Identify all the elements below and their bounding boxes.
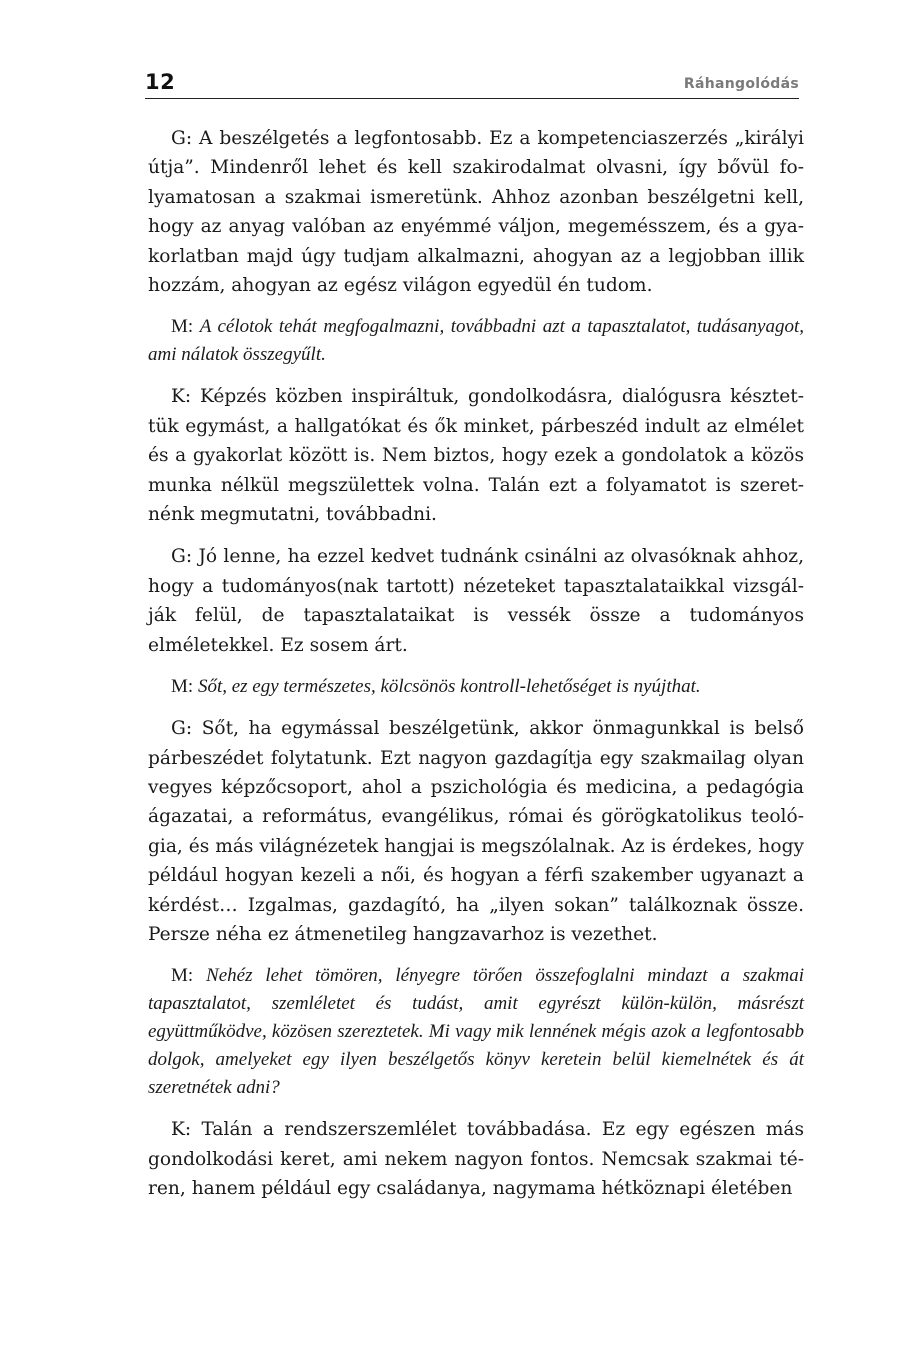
running-title: Ráhangolódás	[683, 76, 799, 92]
question-m-1	[148, 313, 804, 369]
paragraph-text: Sőt, ha egymással beszélgetünk, akkor önmagunkkal is belső párbeszédet folytatunk. Ezt nagyon gazdagítja egy szakmailag olyan vegyes képzőcsoport, ahol a pszichológia és medicina, a pedagógia ágazatai, a református, evangélikus, római és görögkatolikus teológia, és más világnézetek hangjai is megszólalnak. Az is érdekes, hogy például hogyan kezeli a női, és hogyan a férfi szakember ugyanazt a kérdést… Izgalmas, gazdagító, ha „ilyen sokan” találkoznak össze. Persze néha ez átmenetileg hangzavarhoz is vezethet.	[148, 718, 804, 945]
paragraph-text: Képzés közben inspiráltuk, gondolkodásra, dialógusra késztettük egymást, a hallgatókat és ők minket, párbeszéd indult az elmélet és a gyakorlat között is. Nem biztos, hogy ezek a gondolatok a közös munka nélkül megszülettek volna. Talán ezt a folyamatot is szeretnénk megmutatni, továbbadni.	[148, 386, 804, 526]
speaker-label: K:	[171, 386, 192, 408]
paragraph-text: Talán a rendszerszemlélet továbbadása. Ez egy egészen más gondolkodási keret, ami nekem nagyon fontos. Nemcsak szakmai téren, hanem például egy családanya, nagymama hétköznapi életében	[148, 1119, 804, 1200]
question-m-3	[148, 962, 804, 1102]
speaker-label: M:	[171, 316, 194, 338]
page-number: 12	[145, 70, 176, 94]
speaker-label: M:	[171, 676, 194, 698]
speaker-label: G:	[171, 128, 193, 149]
question-text: Nehéz lehet tömören, lényegre törően összefoglalni mindazt a szakmai tapasztalatot, szemléletet és tudást, amit egyrészt külön-külön, másrészt együttműködve, közösen szereztetek. Mi vagy mik lennének mégis azok a legfontosabb dolgok, amelyeket egy ilyen beszélgetős könyv keretein belül kiemelnétek és át szeretnétek adni?	[148, 965, 804, 1099]
question-text: A célotok tehát megfogalmazni, továbbadni azt a tapasztalatot, tudásanyagot, ami nálatok összegyűlt.	[148, 316, 804, 366]
speaker-label: K:	[171, 1119, 192, 1141]
paragraph-k-1	[148, 382, 804, 529]
paragraph-g-1	[148, 124, 804, 300]
question-text: Sőt, ez egy természetes, kölcsönös kontroll-lehetőséget is nyújthat.	[197, 676, 701, 698]
header-rule	[145, 98, 799, 99]
paragraph-k-2	[148, 1115, 804, 1203]
speaker-label: M:	[171, 965, 194, 987]
paragraph-text: Jó lenne, ha ezzel kedvet tudnánk csinálni az olvasóknak ahhoz, hogy a tudományos(nak tartott) nézeteket tapasztalataikkal vizsgálják felül, de tapasztalataikat is vessék össze a tudományos elméletekkel. Ez sosem árt.	[148, 546, 804, 656]
question-m-2	[148, 673, 804, 701]
paragraph-g-3	[148, 714, 804, 949]
paragraph-g-2	[148, 542, 804, 660]
speaker-label: G:	[171, 718, 193, 740]
paragraph-text: A beszélgetés a legfontosabb. Ez a kompetenciaszerzés „királyi útja”. Mindenről lehet és kell szakirodalmat olvasni, így bővül folyamatosan a szakmai ismeretünk. Ahhoz azonban beszélgetni kell, hogy az anyag valóban az enyémmé váljon, megemésszem, és a gyakorlatban majd úgy tudjam alkalmazni, ahogyan az a legjobban illik hozzám, ahogyan az egész világon egyedül én tudom.	[148, 128, 804, 297]
body-text	[148, 124, 804, 1217]
speaker-label: G:	[171, 546, 193, 568]
